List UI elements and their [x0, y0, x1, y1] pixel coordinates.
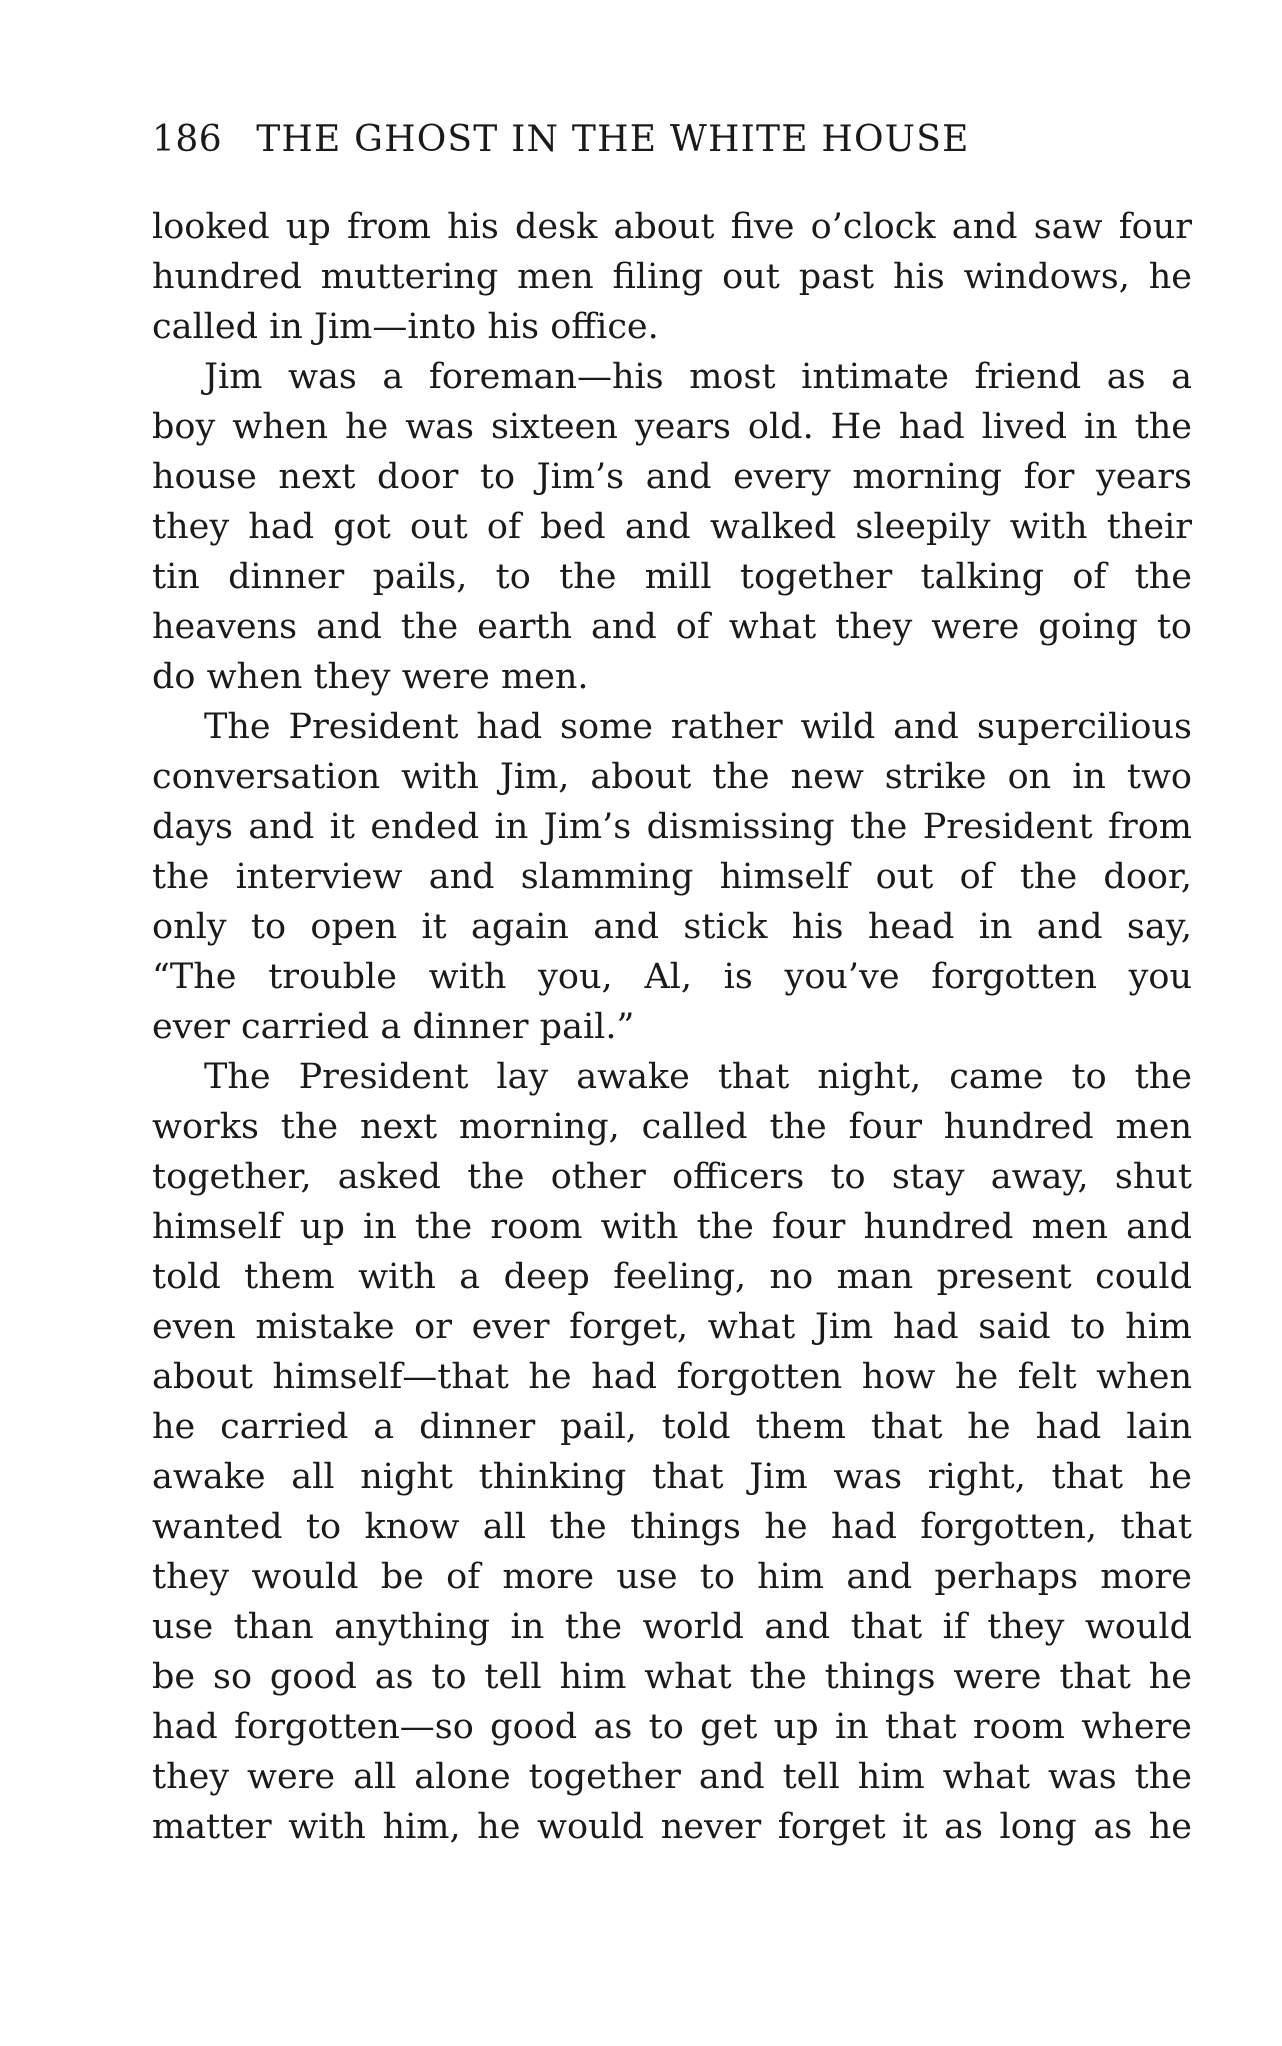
text-line: Jim was a foreman—his most intimate friend as a: [204, 357, 1192, 397]
paragraph: [152, 352, 1192, 702]
text-line: ever carried a dinner pail.”: [152, 1007, 635, 1047]
running-header: [152, 112, 1177, 168]
text-line: even mistake or ever forget, what Jim had said to him: [152, 1307, 1192, 1347]
page-number: 186: [152, 119, 223, 160]
text-line: they would be of more use to him and perhaps more: [152, 1557, 1192, 1597]
text-line: tin dinner pails, to the mill together talking of the: [152, 557, 1192, 597]
text-line: be so good as to tell him what the things were that he: [152, 1657, 1192, 1697]
text-line: heavens and the earth and of what they were going to: [152, 607, 1192, 647]
text-line: the interview and slamming himself out of the door,: [152, 857, 1192, 897]
paragraph: [152, 1052, 1192, 1852]
text-line: told them with a deep feeling, no man present could: [152, 1257, 1192, 1297]
text-line: conversation with Jim, about the new strike on in two: [152, 757, 1192, 797]
text-line: boy when he was sixteen years old. He had lived in the: [152, 407, 1192, 447]
text-line: The President had some rather wild and supercilious: [204, 707, 1192, 747]
text-line: had forgotten—so good as to get up in that room where: [152, 1707, 1192, 1747]
text-line: about himself—that he had forgotten how he felt when: [152, 1357, 1192, 1397]
text-line: “The trouble with you, Al, is you’ve forgotten you: [152, 957, 1192, 997]
body-text: [152, 202, 1192, 1852]
text-line: he carried a dinner pail, told them that he had lain: [152, 1407, 1192, 1447]
text-line: use than anything in the world and that if they would: [152, 1607, 1192, 1647]
text-line: himself up in the room with the four hundred men and: [152, 1207, 1192, 1247]
text-line: days and it ended in Jim’s dismissing the President from: [152, 807, 1192, 847]
running-title: THE GHOST IN THE WHITE HOUSE: [256, 119, 970, 160]
text-line: do when they were men.: [152, 657, 589, 697]
text-line: called in Jim—into his office.: [152, 307, 659, 347]
text-line: wanted to know all the things he had forgotten, that: [152, 1507, 1192, 1547]
text-line: works the next morning, called the four hundred men: [152, 1107, 1192, 1147]
text-line: house next door to Jim’s and every morning for years: [152, 457, 1192, 497]
paragraph: [152, 702, 1192, 1052]
text-line: they were all alone together and tell him what was the: [152, 1757, 1192, 1797]
text-line: awake all night thinking that Jim was right, that he: [152, 1457, 1192, 1497]
text-line: together, asked the other officers to stay away, shut: [152, 1157, 1192, 1197]
text-line: The President lay awake that night, came to the: [204, 1057, 1192, 1097]
text-line: looked up from his desk about five o’clock and saw four: [152, 207, 1192, 247]
text-line: hundred muttering men filing out past his windows, he: [152, 257, 1192, 297]
text-line: matter with him, he would never forget it as long as he: [152, 1807, 1192, 1847]
paragraph: [152, 202, 1192, 352]
text-line: they had got out of bed and walked sleepily with their: [152, 507, 1192, 547]
text-line: only to open it again and stick his head in and say,: [152, 907, 1192, 947]
